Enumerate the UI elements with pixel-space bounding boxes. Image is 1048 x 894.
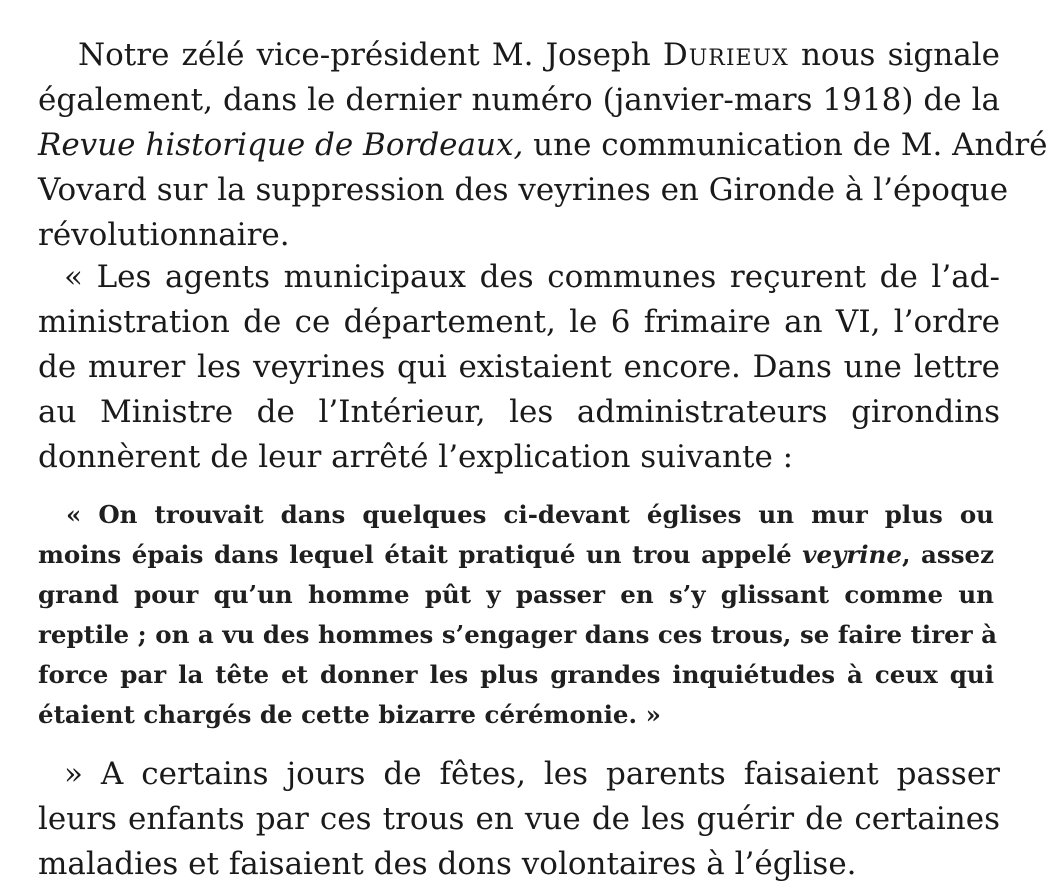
quote-line: « On trouvait dans quelques ci-devant églises un mur plus ou — [66, 500, 994, 529]
text-segment: Notre zélé vice-président M. Joseph — [78, 37, 663, 73]
paragraph-intro — [38, 33, 1048, 258]
text-segment: une communication de M. André — [523, 127, 1048, 163]
quote-line: force par la tête et donner les plus grandes inquiétudes à ceux qui — [38, 660, 994, 689]
quote-line — [38, 535, 994, 575]
quote-line: étaient chargés de cette bizarre cérémonie. » — [38, 700, 661, 729]
journal-title: Revue historique de Bordeaux, — [38, 127, 524, 163]
text-line: Vovard sur la suppression des veyrines en Gironde à l’époque — [38, 172, 1009, 208]
text-line: également, dans le dernier numéro (janvier-mars 1918) de la — [38, 82, 1000, 118]
paragraph-continuation — [38, 752, 1000, 887]
text-line — [38, 33, 1000, 78]
block-quotation — [38, 495, 998, 735]
paragraph-citation — [38, 255, 1000, 480]
text-line: « Les agents municipaux des communes reçurent de l’ad- — [64, 259, 1000, 295]
text-line: révolutionnaire. — [38, 217, 290, 253]
text-line — [38, 123, 1048, 168]
text-line: » A certains jours de fêtes, les parents faisaient passer — [64, 756, 1000, 792]
quote-line: reptile ; on a vu des hommes s’engager dans ces trous, se faire tirer à — [38, 620, 998, 649]
text-segment: nous signale — [788, 37, 1000, 73]
text-segment: moins épais dans lequel était pratiqué un trou appelé — [38, 540, 803, 569]
text-line: donnèrent de leur arrêté l’explication suivante : — [38, 439, 794, 475]
text-segment: , assez — [901, 540, 994, 569]
author-name: Durieux — [662, 37, 789, 73]
text-line: de murer les veyrines qui existaient encore. Dans une lettre — [38, 349, 1000, 385]
text-line: leurs enfants par ces trous en vue de les guérir de certaines — [38, 801, 1000, 837]
text-line: au Ministre de l’Intérieur, les administrateurs girondins — [38, 394, 1000, 430]
italic-term: veyrine — [802, 540, 902, 569]
text-line: ministration de ce département, le 6 frimaire an VI, l’ordre — [38, 304, 1000, 340]
text-line: maladies et faisaient des dons volontaires à l’église. — [38, 846, 857, 882]
quote-line: grand pour qu’un homme pût y passer en s’y glissant comme un — [38, 580, 994, 609]
